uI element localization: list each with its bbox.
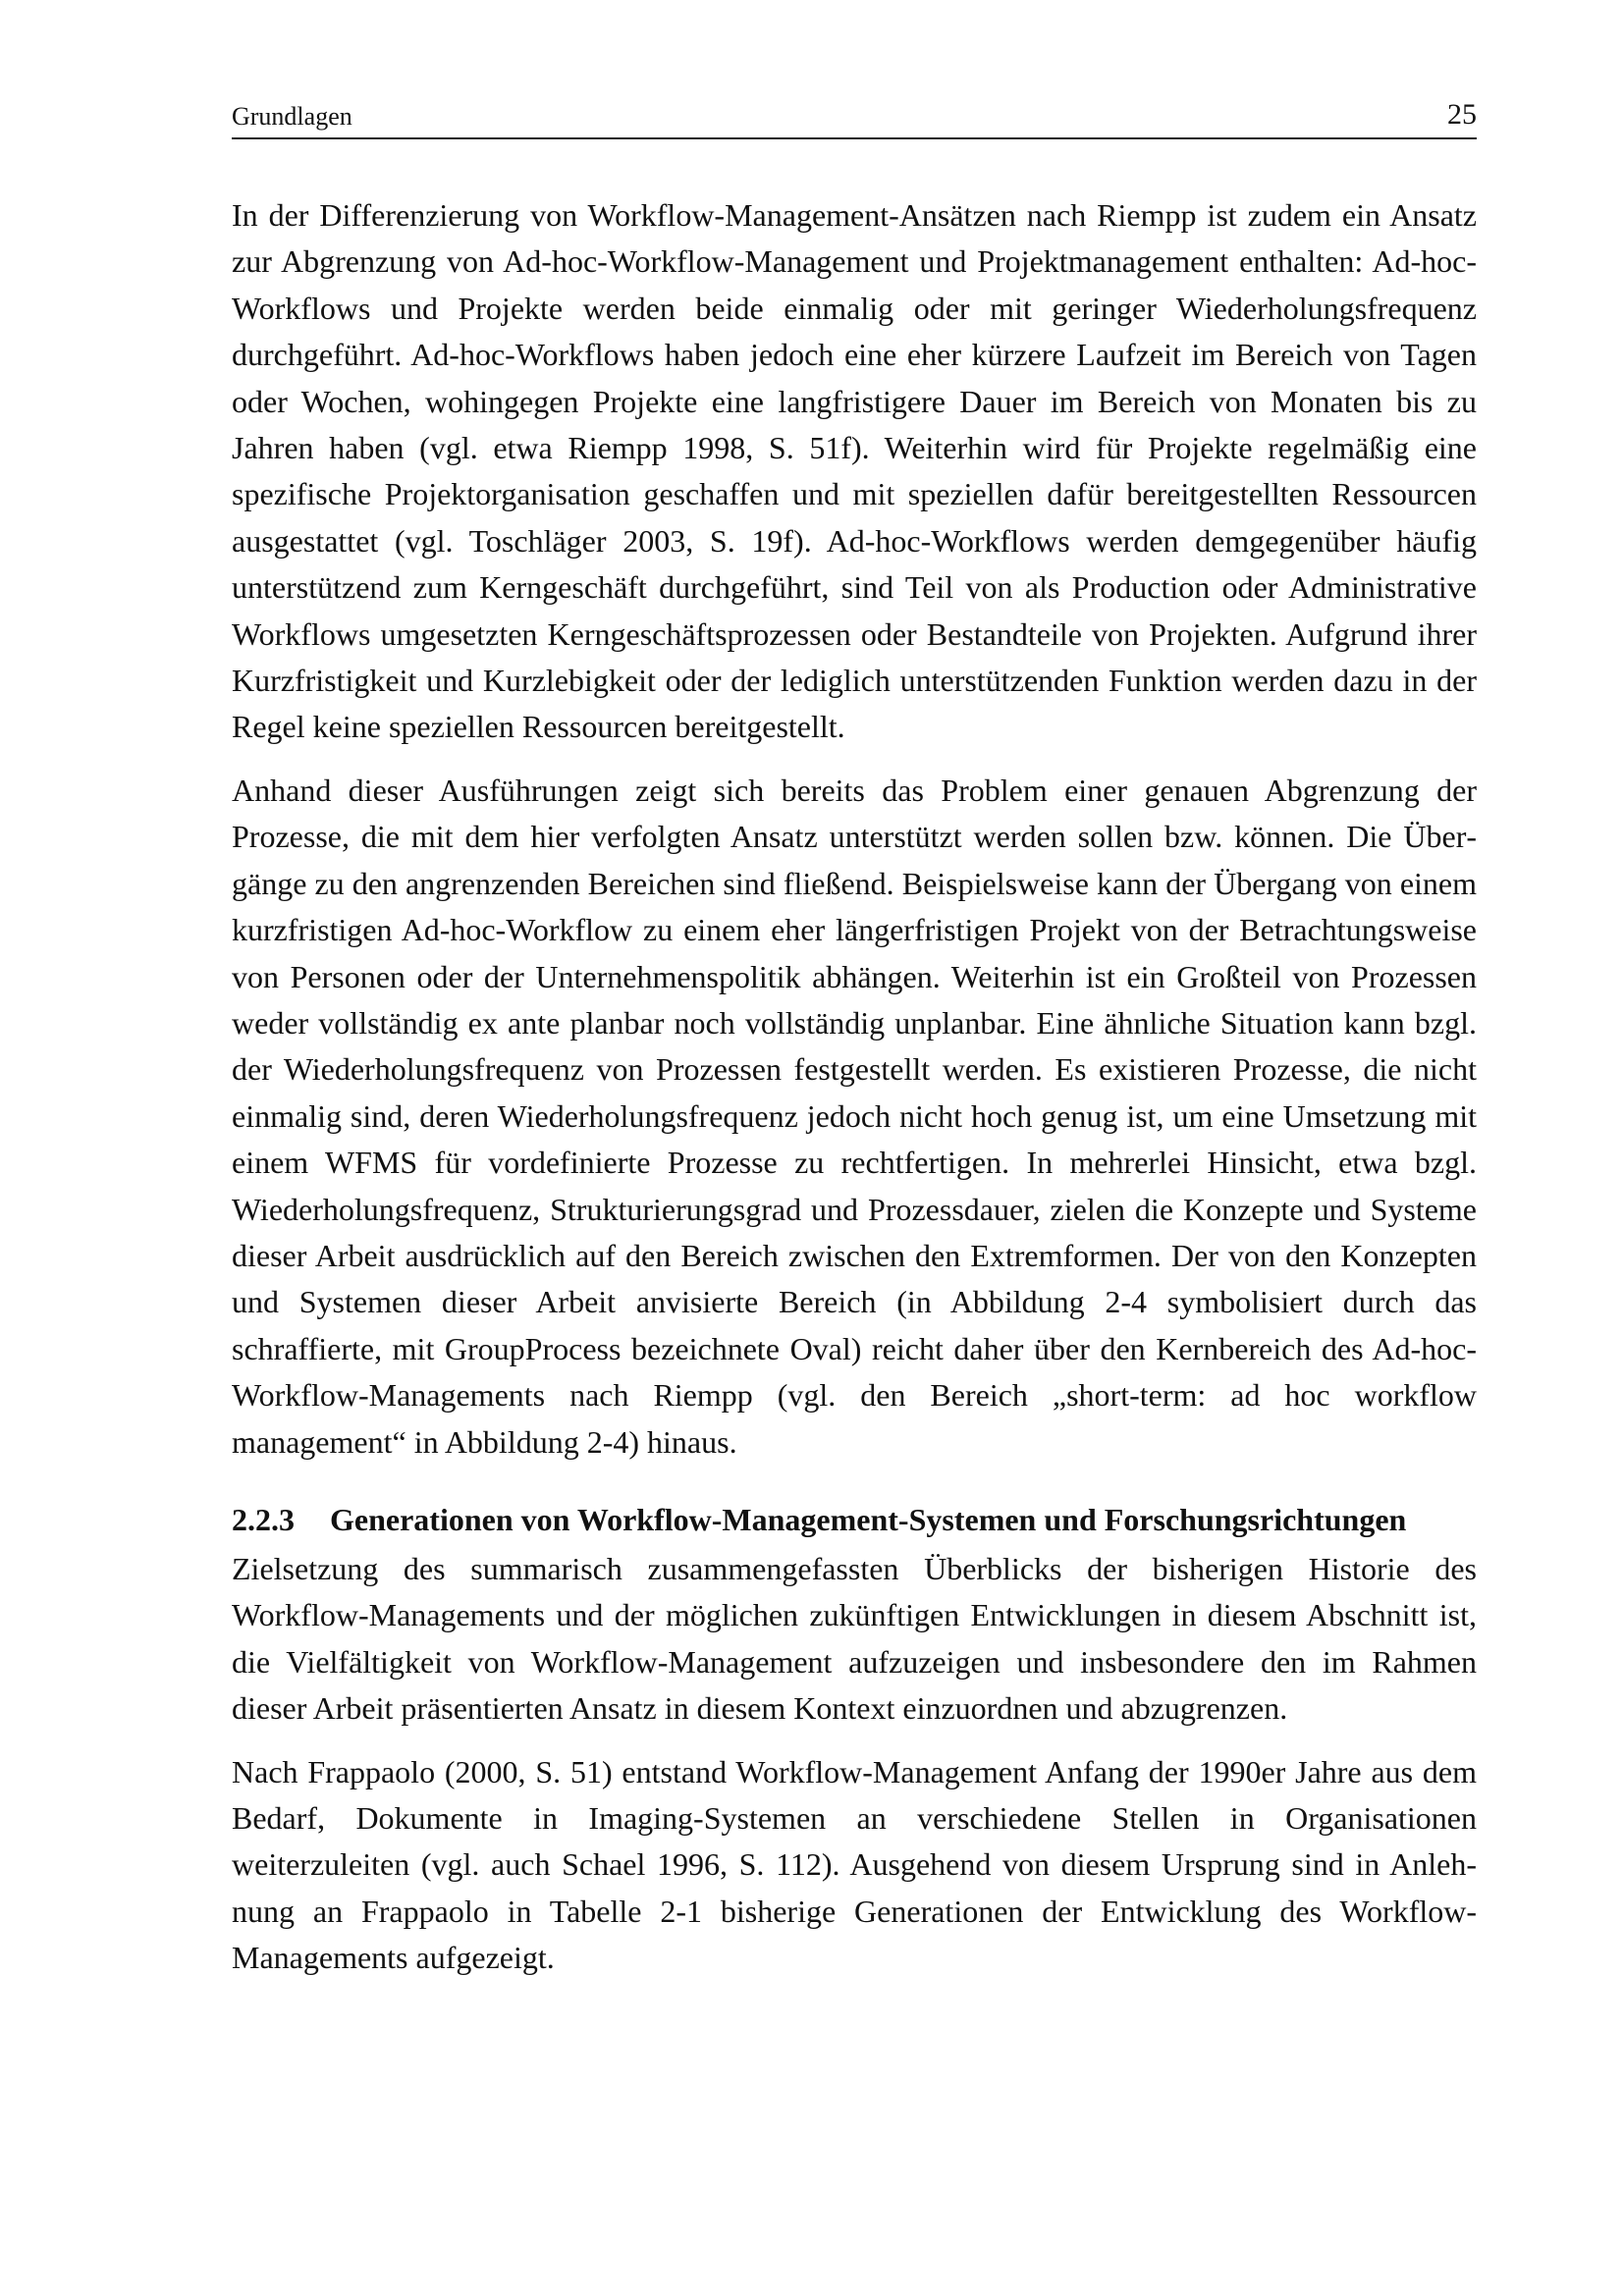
section-number: 2.2.3 xyxy=(232,1501,295,1537)
page-number: 25 xyxy=(1447,98,1477,131)
paragraph-process-delimitation: Anhand dieser Ausführungen zeigt sich bereits das Problem einer genauen Abgrenzung der Prozesse, die mit dem hier verfolgten Ansatz unterstützt werden sollen bzw. können. Die Übergänge zu den angrenzenden Bereichen sind fließend. Beispielsweise kann der Übergang von einem kurzfristigen Ad-hoc-Workflow zu einem eher längerfristigen Projekt von der Betrachtungsweise von Personen oder der Unternehmenspolitik abhängen. Weiterhin ist ein Großteil von Prozessen weder vollständig ex ante planbar noch vollständig unplanbar. Eine ähnliche Situation kann bzgl. der Wiederholungsfrequenz von Prozessen festgestellt werden. Es existieren Prozesse, die nicht einmalig sind, deren Wiederholungsfrequenz jedoch nicht hoch genug ist, um eine Umsetzung mit einem WFMS für vordefinierte Prozesse zu rechtfertigen. In mehrerlei Hinsicht, etwa bzgl. Wiederholungsfrequenz, Strukturierungsgrad und Prozessdauer, zielen die Konzepte und Systeme dieser Arbeit ausdrücklich auf den Bereich zwischen den Extremformen. Der von den Konzepten und Systemen dieser Arbeit anvisierte Bereich (in Abbildung 2-4 symbolisiert durch das schraffierte, mit GroupProcess bezeichnete Oval) reicht daher über den Kernbereich des Ad-hoc-Workflow-Managements nach Riempp (vgl. den Bereich „short-term: ad hoc workflow management“ in Abbildung 2-4) hinaus. xyxy=(232,772,1477,1460)
paragraph-section-objective: Zielsetzung des summarisch zusammengefassten Überblicks der bisherigen Historie des Workflow-Managements und der möglichen zukünftigen Entwicklungen in diesem Abschnitt ist, die Vielfältigkeit von Workflow-Management aufzuzeigen und insbesondere den im Rahmen dieser Arbeit präsentierten Ansatz in diesem Kontext einzuordnen und abzugrenzen. xyxy=(232,1550,1477,1727)
running-header xyxy=(232,90,1477,139)
section-heading xyxy=(232,1499,1477,1540)
running-title: Grundlagen xyxy=(232,102,352,131)
document-page xyxy=(232,90,1477,1999)
paragraph-frappaolo-history: Nach Frappaolo (2000, S. 51) entstand Workflow-Management Anfang der 1990er Jahre aus dem Bedarf, Dokumente in Imaging-Systemen an verschiedene Stellen in Organisationen weiterzuleiten (vgl. auch Schael 1996, S. 112). Ausgehend von diesem Ursprung sind in Anlehnung an Frappaolo in Tabelle 2-1 bisherige Generationen der Entwicklung des Workflow-Managements aufgezeigt. xyxy=(232,1753,1477,1976)
paragraph-adhoc-vs-projects: In der Differenzierung von Workflow-Management-Ansätzen nach Riempp ist zudem ein Ansatz zur Abgrenzung von Ad-hoc-Workflow-Management und Projektmanagement enthalten: Ad-hoc-Workflows und Projekte werden beide einmalig oder mit geringer Wiederholungsfrequenz durchgeführt. Ad-hoc-Workflows haben jedoch eine eher kürzere Laufzeit im Bereich von Tagen oder Wochen, wohingegen Projekte eine langfristigere Dauer im Bereich von Monaten bis zu Jahren haben (vgl. etwa Riempp 1998, S. 51f). Weiterhin wird für Projekte regelmäßig eine spezifische Projektorganisation geschaffen und mit speziellen dafür bereitgestellten Ressourcen ausgestattet (vgl. Toschläger 2003, S. 19f). Ad-hoc-Workflows werden demgegenüber häufig unterstützend zum Kerngeschäft durchgeführt, sind Teil von als Production oder Administrative Workflows umgesetzten Kerngeschäftsprozessen oder Bestandteile von Projekten. Aufgrund ihrer Kurzfristigkeit und Kurzlebigkeit oder der lediglich unterstützenden Funktion werden dazu in der Regel keine speziellen Ressourcen bereitgestellt. xyxy=(232,197,1477,745)
body-text xyxy=(232,192,1477,1982)
section-title: Generationen von Workflow-Management-Systemen und Forschungsrichtungen xyxy=(330,1501,1407,1537)
